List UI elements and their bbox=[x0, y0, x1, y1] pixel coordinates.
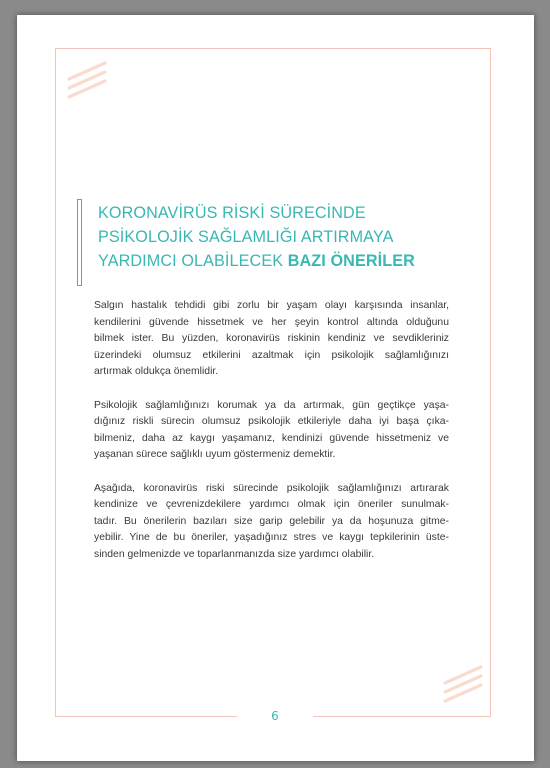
paragraph-2 bbox=[94, 398, 449, 464]
paragraph-1 bbox=[94, 298, 449, 381]
paragraph-line: yaşanan sürece sağlıklı uyum göstermeniz demektir. bbox=[94, 449, 336, 460]
paragraph-line: kendinize ve çevrenizdekilere yardımcı olmak için öneriler sunulmak- bbox=[94, 499, 449, 510]
paragraph-3 bbox=[94, 481, 449, 564]
title-line-3-bold: BAZI ÖNERİLER bbox=[287, 252, 415, 270]
paragraph-line: artırmak oldukça önemlidir. bbox=[94, 366, 219, 377]
paragraph-line: üzerindeki olumsuz etkilerini azaltmak için psikolojik sağlamlığınızı bbox=[94, 349, 449, 361]
section-title bbox=[98, 201, 458, 273]
paragraph-line: Salgın hastalık tehdidi gibi zorlu bir yaşam olayı karşısında insanlar, bbox=[94, 300, 449, 311]
paragraph-line: bilmeniz, daha az kaygı yaşamanız, kendinizi güvende hissetmeniz ve bbox=[94, 432, 449, 444]
decorative-stripes-top bbox=[65, 59, 109, 103]
decorative-stripes-bottom bbox=[441, 663, 485, 707]
title-line-3-regular: YARDIMCI OLABİLECEK bbox=[98, 252, 288, 270]
title-accent-bar bbox=[77, 199, 82, 286]
paragraph-line: kendilerini güvende hissetmek ve her şeyin kontrol altında olduğunu bbox=[94, 316, 449, 328]
page-number: 6 bbox=[271, 709, 279, 723]
paragraph-line: Aşağıda, koronavirüs riski sürecinde psikolojik sağlamlığınızı artırarak bbox=[94, 482, 449, 494]
paragraph-line: dığınız riskli sürecin olumsuz psikolojik etkileriyle daha iyi başa çıka- bbox=[94, 416, 449, 427]
title-line-2: PSİKOLOJİK SAĞLAMLIĞI ARTIRMAYA bbox=[98, 228, 394, 246]
paragraph-line: bilmek ister. Bu yüzden, koronavirüs riskinin kendiniz ve sevdikleriniz bbox=[94, 333, 449, 344]
paragraph-line: Psikolojik sağlamlığınızı korumak ya da artırmak, gün geçtikçe yaşa- bbox=[94, 399, 449, 411]
title-line-3 bbox=[98, 249, 458, 273]
paragraph-line: yebilir. Yine de bu öneriler, yaşadığınız stres ve kaygı tepkilerinin üste- bbox=[94, 532, 449, 543]
title-line-1: KORONAVİRÜS RİSKİ SÜRECİNDE bbox=[98, 204, 366, 222]
document-page bbox=[17, 15, 534, 761]
body-text bbox=[94, 298, 449, 580]
paragraph-line: tadır. Bu önerilerin bazıları size garip gelebilir ya da hoşunuza gitme- bbox=[94, 515, 449, 527]
paragraph-line: sinden gelmenizde ve toparlanmanızda size yardımcı olabilir. bbox=[94, 548, 375, 560]
